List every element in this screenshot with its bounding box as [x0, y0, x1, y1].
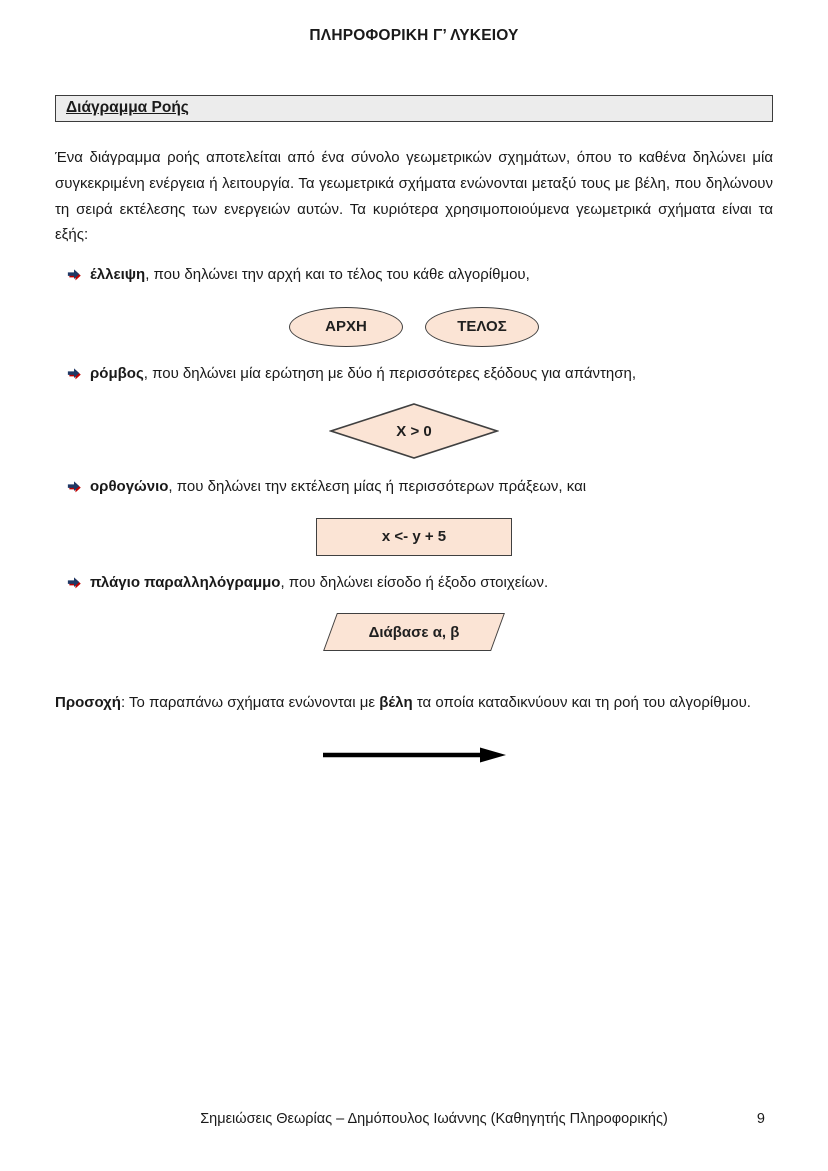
parallelogram-label: Διάβασε α, β [368, 623, 460, 641]
arrow-bullet-icon [67, 479, 81, 502]
note-paragraph [55, 691, 773, 715]
bullet-rest: , που δηλώνει μία ερώτηση με δύο ή περισσότερες εξόδους για απάντηση, [143, 364, 637, 382]
bullet-text [90, 572, 548, 595]
bullet-text [90, 363, 636, 386]
note-bold-word: βέλη [379, 694, 413, 712]
flowchart-process-rectangle [316, 518, 512, 556]
bullet-term: πλάγιο παραλληλόγραμμο [90, 573, 281, 591]
bullet-item-ellipse [55, 264, 773, 290]
parallelogram-label-wrap [330, 613, 498, 651]
bullet-item-rectangle [55, 476, 773, 502]
flowchart-io-parallelogram [330, 613, 498, 651]
arrow-bullet-icon [67, 366, 81, 389]
flowchart-decision-diamond [329, 402, 499, 460]
page-header-title: ΠΛΗΡΟΦΟΡΙΚΗ Γ’ ΛΥΚΕΙΟΥ [309, 27, 519, 44]
bullet-item-parallelogram [55, 572, 773, 598]
end-ellipse-label: ΤΕΛΟΣ [457, 318, 507, 336]
footer-text: Σημειώσεις Θεωρίας – Δημόπουλος Ιωάννης (Καθηγητής Πληροφορικής) [200, 1111, 668, 1127]
arrow-bullet-icon [67, 575, 81, 598]
note-lead: Προσοχή [55, 694, 121, 712]
note-tail: τα οποία καταδικνύουν και τη ροή του αλγορίθμου. [412, 694, 751, 712]
flowchart-start-ellipse [289, 307, 403, 347]
flowchart-end-ellipse [425, 307, 539, 347]
rectangle-label: x <- y + 5 [381, 528, 447, 546]
diamond-label: Χ > 0 [396, 422, 432, 440]
bullet-rest: , που δηλώνει την αρχή και το τέλος του κάθε αλγορίθμου, [145, 266, 530, 284]
intro-paragraph: Ένα διάγραμμα ροής αποτελείται από ένα σύνολο γεωμετρικών σχημάτων, όπου το καθένα δηλώνει μία συγκεκριμένη ενέργεια ή λειτουργία. Τα γεωμετρικά σχήματα ενώνονται μεταξύ τους με βέλη, που δηλώνουν τη σειρά εκτέλεσης των ενεργειών αυτών. Τα κυριότερα χρησιμοποιούμενα γεωμετρικά σχήματα είναι τα εξής: [55, 149, 773, 244]
note-mid: : Το παραπάνω σχήματα ενώνονται με [120, 694, 380, 712]
bullet-item-rhombus [55, 363, 773, 389]
flowchart-ellipse-row [55, 307, 773, 347]
bullet-term: έλλειψη [90, 266, 146, 284]
footer-page-number: 9 [756, 1111, 765, 1127]
bullet-rest: , που δηλώνει την εκτέλεση μίας ή περισσότερων πράξεων, και [168, 478, 587, 496]
bullet-text [90, 476, 586, 499]
bullet-term: ρόμβος [90, 364, 144, 382]
arrow-bullet-icon [67, 267, 81, 290]
page-content [55, 95, 773, 765]
bullet-rest: , που δηλώνει είσοδο ή έξοδο στοιχείων. [280, 573, 549, 591]
page-footer [55, 1111, 773, 1127]
bullet-text [90, 264, 530, 287]
section-title: Διάγραμμα Ροής [66, 99, 189, 116]
diamond-label-wrap [329, 402, 499, 460]
bullet-term: ορθογώνιο [90, 478, 169, 496]
flow-arrow-graphic [321, 745, 507, 765]
start-ellipse-label: ΑΡΧΗ [325, 318, 367, 336]
section-title-box [55, 95, 773, 122]
